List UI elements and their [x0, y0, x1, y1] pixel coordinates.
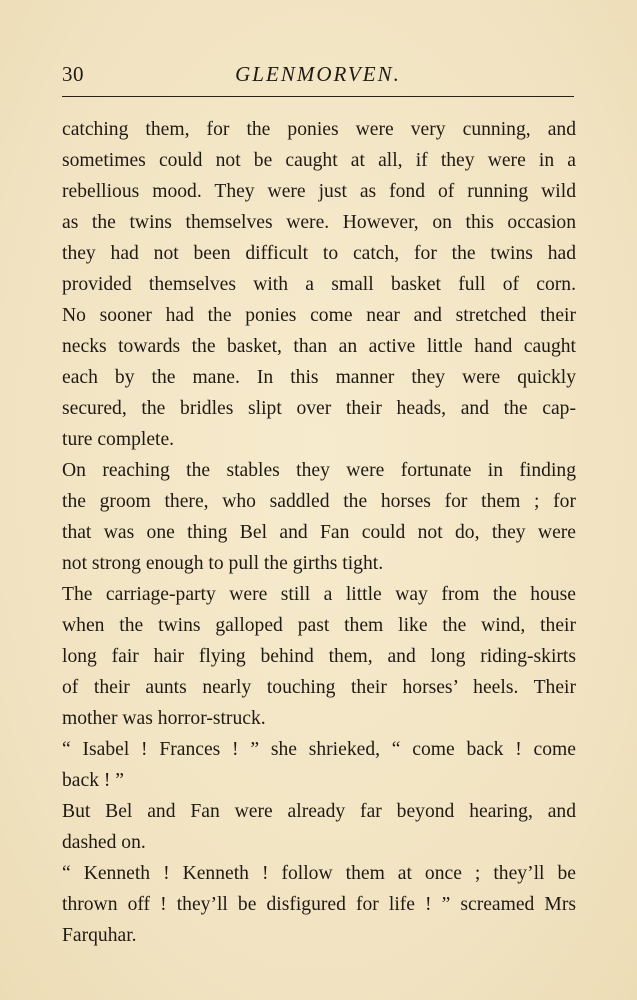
- text-line: secured, the bridles slipt over their heads, and the cap-: [62, 398, 576, 419]
- text-line: the groom there, who saddled the horses for them ; for: [62, 491, 576, 512]
- text-line: catching them, for the ponies were very cunning, and: [62, 119, 576, 140]
- text-line: On reaching the stables they were fortunate in finding: [62, 460, 576, 481]
- text-line: But Bel and Fan were already far beyond hearing, and: [62, 801, 576, 822]
- text-line: when the twins galloped past them like the wind, their: [62, 615, 576, 636]
- text-line: dashed on.: [62, 832, 146, 853]
- text-line: each by the mane. In this manner they were quickly: [62, 367, 576, 388]
- text-line: they had not been difficult to catch, for the twins had: [62, 243, 576, 264]
- body-text: [62, 114, 576, 951]
- text-line: not strong enough to pull the girths tight.: [62, 553, 384, 574]
- text-line: long fair hair flying behind them, and long riding-skirts: [62, 646, 576, 667]
- text-line: ture complete.: [62, 429, 175, 450]
- text-line: Farquhar.: [62, 925, 137, 946]
- text-line: “ Kenneth ! Kenneth ! follow them at once ; they’ll be: [62, 863, 576, 884]
- text-line: necks towards the basket, than an active little hand caught: [62, 336, 576, 357]
- header-rule: [62, 96, 574, 97]
- text-line: back ! ”: [62, 770, 125, 791]
- page-header: [62, 60, 574, 90]
- text-line: The carriage-party were still a little way from the house: [62, 584, 576, 605]
- text-line: that was one thing Bel and Fan could not do, they were: [62, 522, 576, 543]
- page-number: 30: [62, 62, 84, 86]
- text-line: No sooner had the ponies come near and stretched their: [62, 305, 576, 326]
- text-line: sometimes could not be caught at all, if they were in a: [62, 150, 576, 171]
- text-line: provided themselves with a small basket full of corn.: [62, 274, 576, 295]
- text-line: of their aunts nearly touching their horses’ heels. Their: [62, 677, 576, 698]
- text-line: “ Isabel ! Frances ! ” she shrieked, “ come back ! come: [62, 739, 576, 760]
- text-line: mother was horror-struck.: [62, 708, 266, 729]
- running-title: GLENMORVEN.: [235, 62, 401, 86]
- text-line: as the twins themselves were. However, on this occasion: [62, 212, 576, 233]
- text-line: thrown off ! they’ll be disfigured for life ! ” screamed Mrs: [62, 894, 576, 915]
- text-line: rebellious mood. They were just as fond of running wild: [62, 181, 576, 202]
